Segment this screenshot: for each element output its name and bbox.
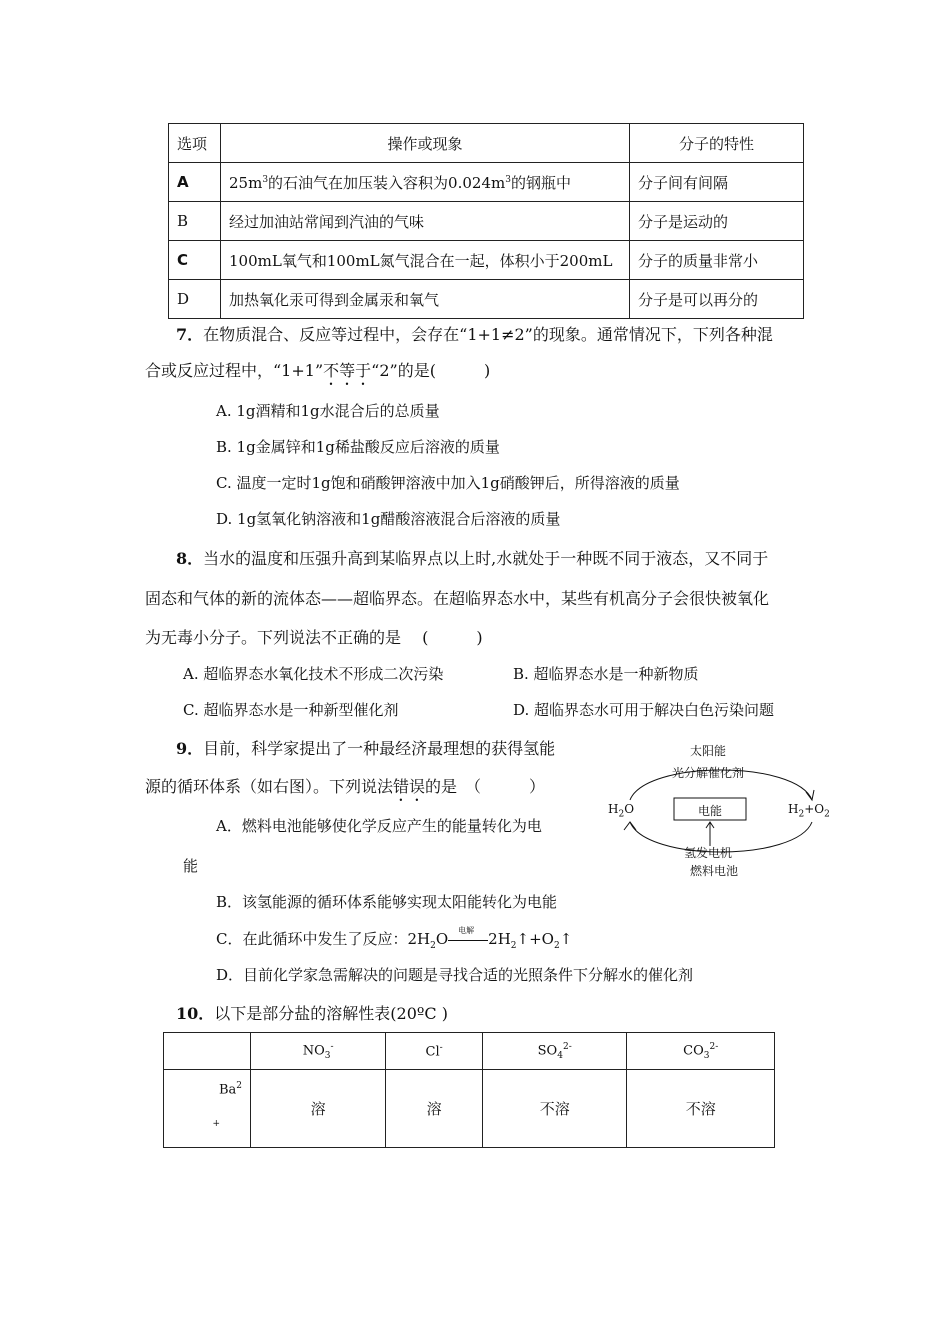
option-cell: D <box>169 280 221 319</box>
option-a-continued: 能 <box>183 857 199 875</box>
products-label: $H_2+O_2$ <box>788 802 830 820</box>
trait-cell: 分子是运动的 <box>630 202 804 241</box>
table-header-cell: 分子的特性 <box>630 124 804 163</box>
option-cell: C <box>169 241 221 280</box>
question-number: 7． <box>176 325 204 344</box>
solubility-table <box>163 1032 775 1148</box>
trait-cell: 分子的质量非常小 <box>630 241 804 280</box>
table-header-cell: $CO_3^{2-}$ <box>627 1033 775 1070</box>
emphasis-text: 错误 <box>393 777 426 796</box>
catalyst-label: 光分解催化剂 <box>672 766 745 780</box>
table-row <box>169 163 804 202</box>
question-number: 9． <box>176 739 204 758</box>
question-9-line2: 源的循环体系（如右图）。下列说法错误的是 （ ） <box>145 777 546 796</box>
generator-label: 氢发电机 <box>684 846 733 860</box>
table-cell: 不溶 <box>482 1070 627 1148</box>
question-number: 10． <box>176 1004 215 1023</box>
question-7-line2: 合或反应过程中，“1+1”不等于“2”的是( ) <box>145 361 491 380</box>
table-header-cell: 操作或现象 <box>221 124 630 163</box>
option-a: A. 超临界态水氧化技术不形成二次污染 <box>183 665 444 683</box>
question-9-line1: 9．目前，科学家提出了一种最经济最理想的获得氢能 <box>176 739 556 758</box>
option-cell: B <box>169 202 221 241</box>
option-b: B. 1g金属锌和1g稀盐酸反应后溶液的质量 <box>216 438 500 456</box>
question-number: 8． <box>176 549 204 568</box>
operation-cell: 加热氧化汞可得到金属汞和氧气 <box>221 280 630 319</box>
option-d: D. 超临界态水可用于解决白色污染问题 <box>513 701 775 719</box>
table-properties <box>168 123 804 319</box>
option-cell: A <box>169 163 221 202</box>
option-c: C. 温度一定时1g饱和硝酸钾溶液中加入1g硝酸钾后，所得溶液的质量 <box>216 474 680 492</box>
trait-cell: 分子间有间隔 <box>630 163 804 202</box>
fuel-cell-label: 燃料电池 <box>690 864 739 878</box>
question-8-line3: 为无毒小分子。下列说法不正确的是 ( ) <box>145 628 483 647</box>
operation-cell: 经过加油站常闻到汽油的气味 <box>221 202 630 241</box>
table-row <box>169 280 804 319</box>
table-header-cell: $NO_3^-$ <box>251 1033 386 1070</box>
option-d: D．目前化学家急需解决的问题是寻找合适的光照条件下分解水的催化剂 <box>216 966 694 984</box>
table-row <box>169 202 804 241</box>
table-cell: 不溶 <box>627 1070 775 1148</box>
table-row <box>169 241 804 280</box>
option-d: D. 1g氢氧化钠溶液和1g醋酸溶液混合后溶液的质量 <box>216 510 561 528</box>
operation-cell: 100mL氧气和100mL氮气混合在一起，体积小于200mL <box>221 241 630 280</box>
reaction-condition: 电解 <box>448 933 488 947</box>
option-c: C．在此循环中发生了反应：$2H_2O$ 电解 $2H_2↑+O_2↑$ <box>216 926 573 951</box>
operation-cell: $25m^3$的石油气在加压装入容积为$0.024m^3$的钢瓶中 <box>221 163 630 202</box>
table-header-row <box>164 1033 775 1070</box>
emphasis-text: 不等于 <box>323 361 372 380</box>
question-8-line1: 8．当水的温度和压强升高到某临界点以上时,水就处于一种既不同于液态，又不同于 <box>176 549 769 568</box>
table-header-cell: 选项 <box>169 124 221 163</box>
electric-label: 电能 <box>698 804 723 818</box>
question-7-line1: 7．在物质混合、反应等过程中，会存在“1+1≠2”的现象。通常情况下，下列各种混 <box>176 325 773 344</box>
option-a: A．燃料电池能够使化学反应产生的能量转化为电 <box>216 817 542 835</box>
option-c: C. 超临界态水是一种新型催化剂 <box>183 701 399 719</box>
question-10-line1: 10．以下是部分盐的溶解性表(20ºC ) <box>176 1004 448 1023</box>
option-b: B. 超临界态水是一种新物质 <box>513 665 699 683</box>
option-a: A. 1g酒精和1g水混合后的总质量 <box>216 402 440 420</box>
water-label: $H_2O$ <box>608 802 635 820</box>
trait-cell: 分子是可以再分的 <box>630 280 804 319</box>
row-label-cell: $Ba^2$ + <box>164 1070 251 1148</box>
table-header-cell <box>164 1033 251 1070</box>
table-cell: 溶 <box>251 1070 386 1148</box>
question-8-line2: 固态和气体的新的流体态——超临界态。在超临界态水中，某些有机高分子会很快被氧化 <box>145 589 770 608</box>
sun-label: 太阳能 <box>690 744 727 758</box>
table-row <box>164 1070 775 1148</box>
hydrogen-cycle-diagram <box>606 740 836 880</box>
option-b: B．该氢能源的循环体系能够实现太阳能转化为电能 <box>216 893 558 911</box>
table-header-cell: Cl- <box>386 1033 483 1070</box>
table-cell: 溶 <box>386 1070 483 1148</box>
table-header-cell: $SO_4^{2-}$ <box>482 1033 627 1070</box>
